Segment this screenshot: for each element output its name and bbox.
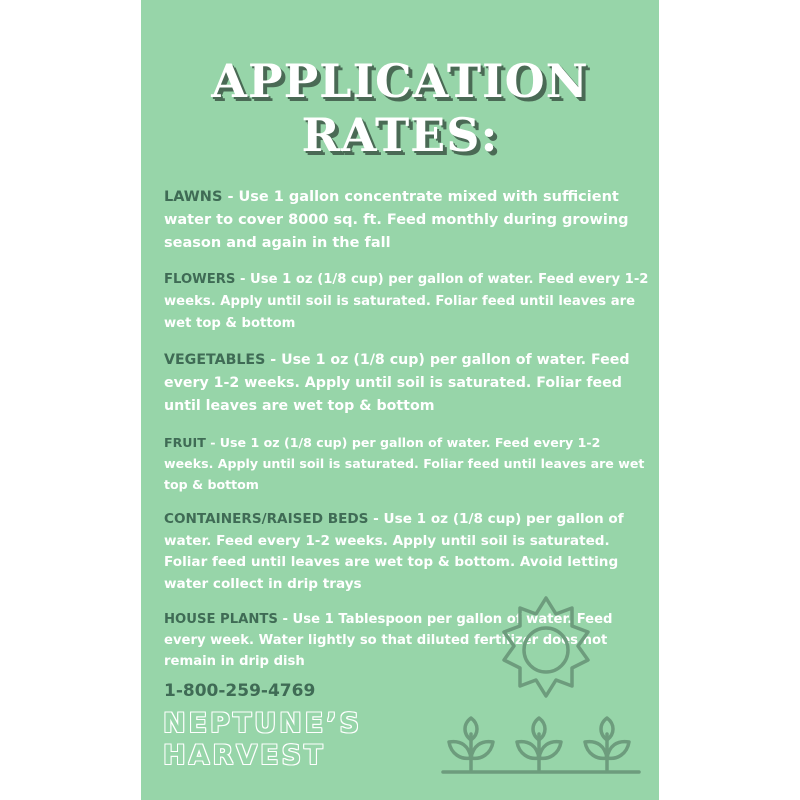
- section-name: CONTAINERS/RAISED BEDS: [164, 511, 369, 527]
- label-card: [141, 0, 659, 800]
- section-name: LAWNS: [164, 189, 223, 205]
- sprout-icon: [441, 712, 501, 772]
- brand-logo-line-1: NEPTUNE’S: [163, 708, 362, 739]
- section-text: - Use 1 gallon concentrate mixed with sufficient water to cover 8000 sq. ft. Feed monthly during growing season and again in the fall: [164, 189, 629, 251]
- section-text: - Use 1 oz (1/8 cup) per gallon of water. Feed every 1-2 weeks. Apply until soil is saturated. Foliar feed until leaves are wet top & bottom: [164, 272, 649, 331]
- phone-number: 1-800-259-4769: [164, 681, 316, 701]
- sun-icon: [486, 590, 606, 710]
- section-lawns: [164, 186, 649, 255]
- sprout-icon: [577, 712, 637, 772]
- sprout-icon: [509, 712, 569, 772]
- section-text: - Use 1 oz (1/8 cup) per gallon of water. Feed every 1-2 weeks. Apply until soil is saturated. Foliar feed until leaves are wet top & bottom: [164, 435, 645, 492]
- section-name: FRUIT: [164, 435, 206, 450]
- ground-line: [441, 768, 641, 776]
- section-text: - Use 1 oz (1/8 cup) per gallon of water. Feed every 1-2 weeks. Apply until soil is saturated. Foliar feed until leaves are wet top & bottom: [164, 352, 630, 414]
- section-text: - Use 1 Tablespoon per gallon of water. Feed every week. Water lightly so that diluted fertilizer does not remain in drip dish: [164, 612, 613, 669]
- section-name: HOUSE PLANTS: [164, 612, 278, 627]
- section-text: - Use 1 oz (1/8 cup) per gallon of water. Feed every 1-2 weeks. Apply until soil is saturated. Foliar feed until leaves are wet top & bottom. Avoid letting water collect in drip trays: [164, 511, 624, 592]
- section-flowers: [164, 269, 649, 335]
- section-fruit: [164, 432, 649, 495]
- section-containers: [164, 509, 649, 595]
- section-vegetables: [164, 349, 649, 418]
- section-name: FLOWERS: [164, 272, 236, 287]
- brand-logo-line-2: HARVEST: [163, 740, 326, 771]
- section-name: VEGETABLES: [164, 352, 266, 368]
- title-line-1: APPLICATION: [211, 54, 589, 108]
- title-line-2: RATES:: [301, 108, 499, 162]
